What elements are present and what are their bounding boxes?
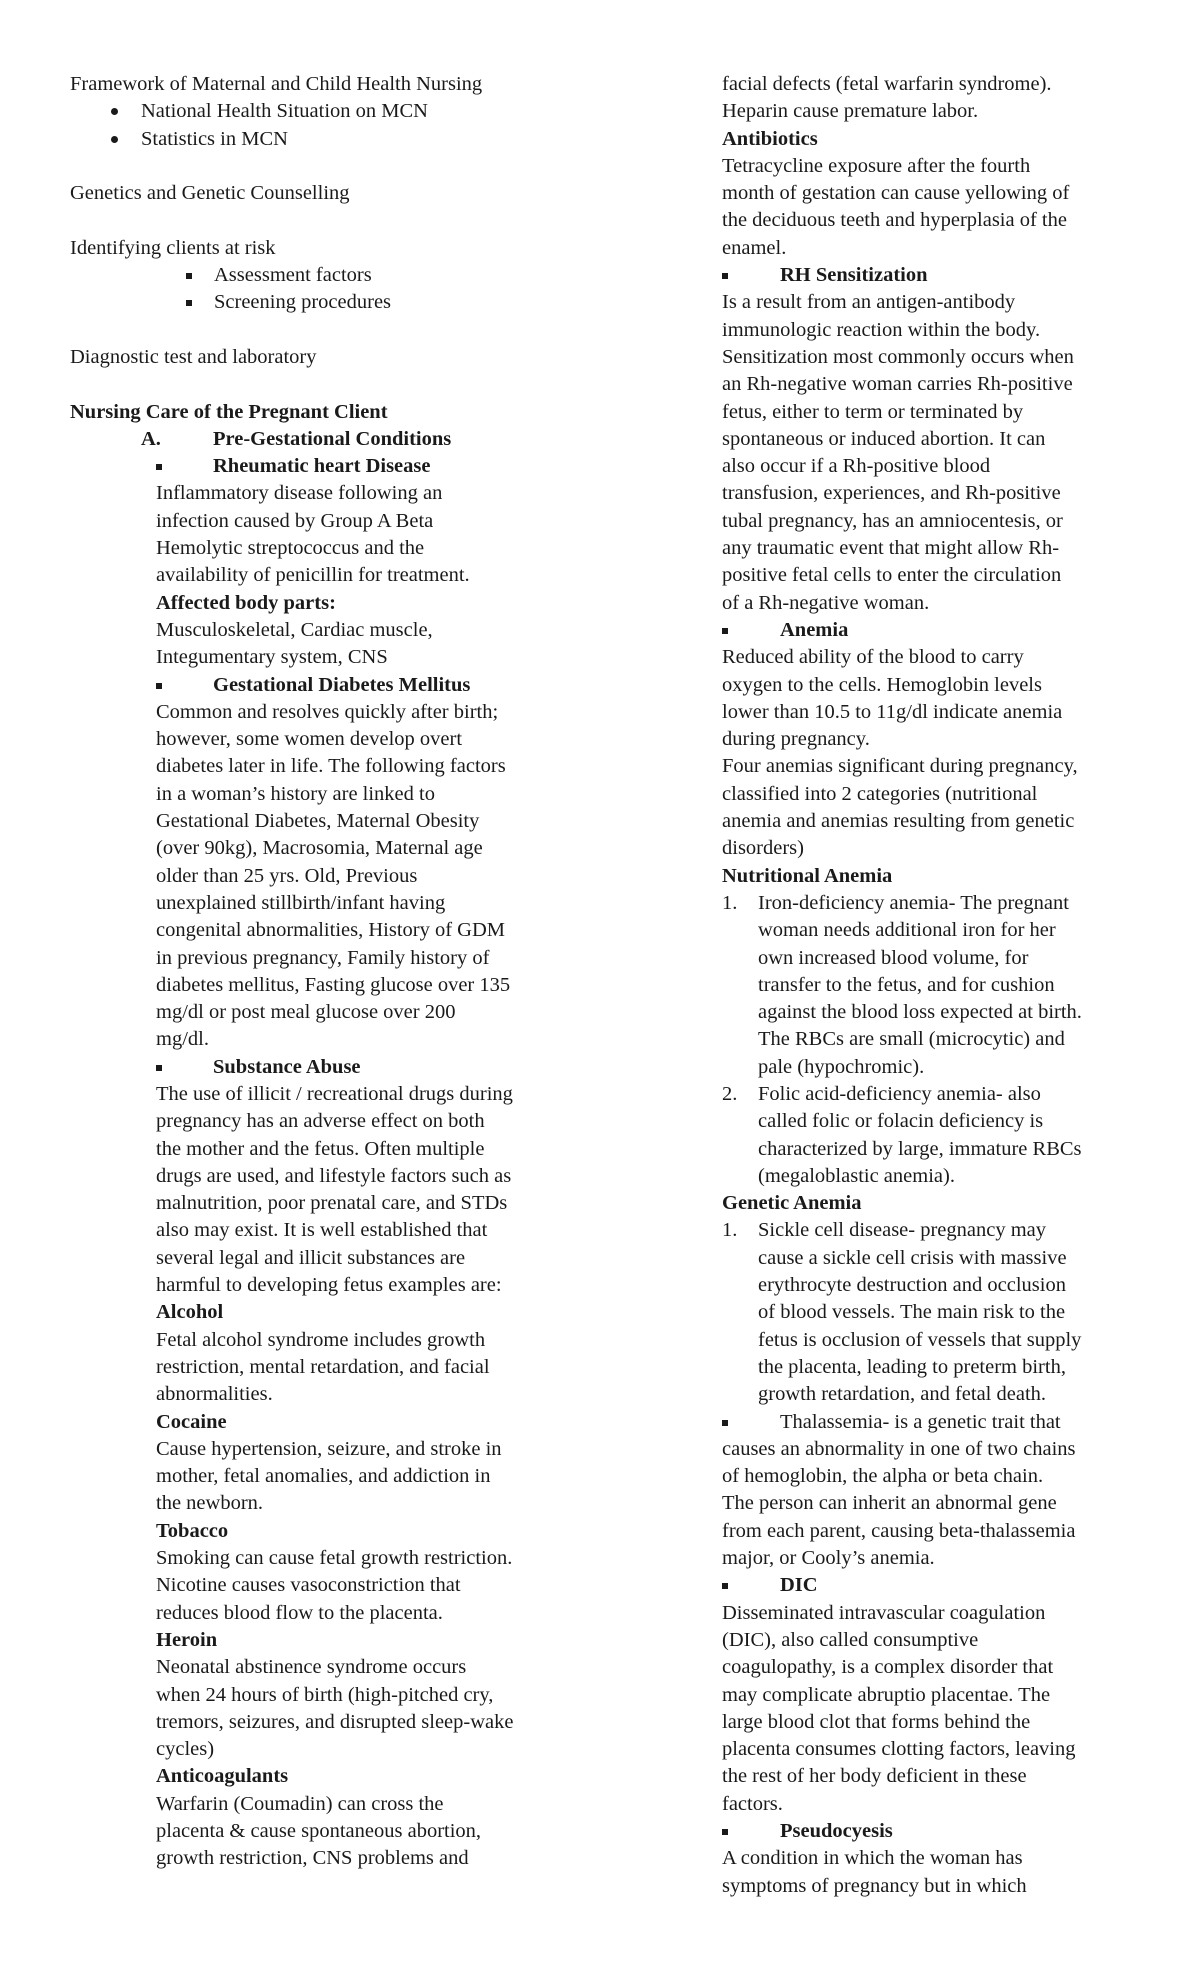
genetics-heading: Genetics and Genetic Counselling (70, 182, 350, 205)
square-bullet-icon (156, 464, 162, 470)
gdm-heading: Gestational Diabetes Mellitus (156, 672, 600, 699)
list-item: 1. Iron-deficiency anemia- The pregnant woman needs additional iron for her own increased blood volume, for transfer to the fetus, and for cushion against the blood loss expected at birth. The RBCs are small (microcytic) and pale (hypochromic). (722, 891, 1082, 1078)
nursing-care-heading: Nursing Care of the Pregnant Client (70, 400, 388, 423)
section-heading (141, 426, 600, 453)
list-item: 1. Sickle cell disease- pregnancy may cause a sickle cell crisis with massive erythrocyte destruction and occlusion of blood vessels. The main risk to the fetus is occlusion of vessels that supply the placenta, leading to preterm birth, growth retardation, and fetal death. (722, 1219, 1082, 1406)
bullet-item: Assessment factors (70, 262, 600, 289)
anticoagulants-label: Anticoagulants (156, 1765, 289, 1788)
identifying-heading: Identifying clients at risk (70, 236, 276, 259)
genetic-anemia-label: Genetic Anemia (722, 1192, 862, 1215)
square-bullet-icon (722, 1420, 728, 1426)
substance-body: The use of illicit / recreational drugs during pregnancy has an adverse effect on both the mother and the fetus. Often multiple drugs are used, and lifestyle factors such as malnutrition, poor prenatal care, and STDs also may exist. It is well established that several legal and illicit substances are harmful to developing fetus examples are: Alcohol Fetal alcohol syndrome includes growth restriction, mental retardation, and facial abnormalities. Cocaine Cause hypertension, seizure, and stroke in mother, fetal anomalies, and addiction in the newborn. Tobacco Smoking can cause fetal growth restriction. Nicotine causes vasoconstriction that reduces blood flow to the placenta. Heroin Neonatal abstinence syndrome occurs when 24 hours of birth (high-pitched cry, tremors, seizures, and disrupted sleep-wake cycles) Anticoagulants Warfarin (Coumadin) can cross the placenta & cause spontaneous abortion, growth restriction, CNS problems and (156, 1081, 600, 1873)
anemia-heading: Anemia (722, 617, 1142, 644)
square-bullet-icon (722, 273, 728, 279)
cocaine-label: Cocaine (156, 1410, 227, 1433)
rhd-body: Inflammatory disease following an infection caused by Group A Beta Hemolytic streptococcus and the availability of penicillin for treatment. Affected body parts: Musculoskeletal, Cardiac muscle, Integumentary system, CNS (156, 480, 600, 671)
rh-heading: RH Sensitization (722, 262, 1142, 289)
antibiotics-label: Antibiotics (722, 127, 818, 150)
square-bullet-icon (722, 1583, 728, 1589)
affected-label: Affected body parts: (156, 591, 336, 614)
dic-heading: DIC (722, 1572, 1142, 1599)
thalassemia-item: Thalassemia- is a genetic trait that (722, 1409, 1142, 1436)
heroin-label: Heroin (156, 1628, 218, 1651)
section-title: Pre-Gestational Conditions (213, 427, 452, 450)
substance-heading: Substance Abuse (156, 1054, 600, 1081)
alcohol-label: Alcohol (156, 1301, 224, 1324)
square-bullet-icon (156, 1065, 162, 1071)
bullet-item: National Health Situation on MCN (70, 98, 600, 125)
right-column: facial defects (fetal warfarin syndrome). Heparin cause premature labor. Antibiotics Tetracycline exposure after the fourth month of gestation can cause yellowing of the deciduous teeth and hyperplasia of the enamel. RH Sensitization Is a result from an antigen-antibody immunologic reaction within the body. Sensitization most commonly occurs when an Rh-negative woman carries Rh-positive fetus, either to term or terminated by spontaneous or induced abortion. It can also occur if a Rh-positive blood transfusion, experiences, and Rh-positive tubal pregnancy, has an amniocentesis, or any traumatic event that might allow Rh- positive fetal cells to enter the circulation of a Rh-negative woman. Anemia Reduced ability of the blood to carry oxygen to the cells. Hemoglobin levels lower than 10.5 to 11g/dl indicate anemia during pregnancy. Four anemias significant during pregnancy, classified into 2 categories (nutritional anemia and anemias resulting from genetic disorders) Nutritional Anemia 1. Iron-deficiency anemia- The pregnant woman needs additional iron for her own increased blood volume, for transfer to the fetus, and for cushion against the blood loss expected at birth. The RBCs are small (microcytic) and pale (hypochromic). 2. Folic acid-deficiency anemia- also called folic or folacin deficiency is characterized by large, immature RBCs (megaloblastic anemia). Genetic Anemia 1. Sickle cell disease- pregnancy may cause a sickle cell crisis with massive erythrocyte destruction and occlusion of blood vessels. The main risk to the fetus is occlusion of vessels that supply the placenta, leading to preterm birth, growth retardation, and fetal death. Thalassemia- is a genetic trait that causes an abnormality in one of two chains of hemoglobin, the alpha or beta chain. The person can inherit an abnormal gene from each parent, causing beta-thalassemia major, or Cooly’s anemia. DIC Disseminated intravascular coagulation (DIC), also called consumptive coagulopathy, is a complex disorder that may complicate abruptio placentae. The large blood clot that forms behind the placenta consumes clotting factors, leaving the rest of her body deficient in these factors. Pseudocyesis A condition in which the woman has symptoms of pregnancy but in which (722, 71, 1142, 1900)
nutritional-anemia-label: Nutritional Anemia (722, 864, 893, 887)
diagnostic-heading: Diagnostic test and laboratory (70, 345, 317, 368)
framework-heading: Framework of Maternal and Child Health Nursing (70, 73, 483, 95)
square-bullet-icon (156, 683, 162, 689)
square-bullet-icon (722, 628, 728, 634)
rhd-heading: Rheumatic heart Disease (156, 453, 600, 480)
gdm-body: Common and resolves quickly after birth; however, some women develop overt diabetes later in life. The following factors in a woman’s history are linked to Gestational Diabetes, Maternal Obesity (over 90kg), Macrosomia, Maternal age older than 25 yrs. Old, Previous unexplained stillbirth/infant having congenital abnormalities, History of GDM in previous pregnancy, Family history of diabetes mellitus, Fasting glucose over 135 mg/dl or post meal glucose over 200 mg/dl. (156, 700, 511, 1051)
pseudocyesis-heading: Pseudocyesis (722, 1818, 1142, 1845)
list-item: 2. Folic acid-deficiency anemia- also called folic or folacin deficiency is characterized by large, immature RBCs (megaloblastic anemia). (722, 1082, 1082, 1187)
section-letter: A. (141, 427, 161, 450)
left-column (70, 71, 600, 1873)
tobacco-label: Tobacco (156, 1519, 229, 1542)
square-bullet-icon (722, 1829, 728, 1835)
bullet-item: Screening procedures (70, 289, 600, 316)
bullet-item: Statistics in MCN (70, 126, 600, 153)
